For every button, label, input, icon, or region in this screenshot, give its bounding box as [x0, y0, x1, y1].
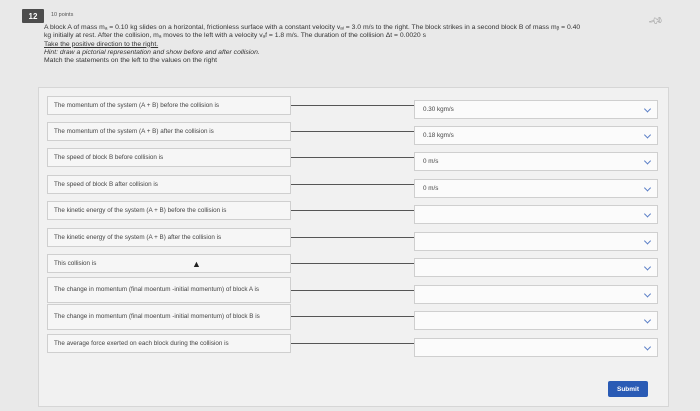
chevron-down-icon — [644, 290, 651, 297]
statement-1: The momentum of the system (A + B) before the collision is — [47, 96, 291, 115]
answer-select-4[interactable] — [414, 179, 658, 198]
chevron-down-icon — [644, 263, 651, 270]
connector-line — [291, 210, 415, 211]
hint-text: Hint: draw a pictorial representation and show before and after collision. — [44, 48, 260, 56]
statement-8: The change in momentum (final moentum -initial momentum) of block A is — [47, 277, 291, 303]
answer-value: 0.30 kgm/s — [423, 106, 454, 113]
connector-line — [291, 157, 415, 158]
connector-line — [291, 290, 415, 291]
answer-select-5[interactable] — [414, 205, 658, 224]
chevron-down-icon — [644, 316, 651, 323]
submit-button[interactable]: Submit — [608, 381, 648, 397]
chevron-down-icon — [644, 131, 651, 138]
prompt-line-2: kg initially at rest. After the collision, mₐ moves to the left with a velocity vₐf = 1.8 m/s. The duration of the collision Δt = 0.0020 s — [44, 32, 426, 40]
chevron-down-icon — [644, 237, 651, 244]
connector-line — [291, 105, 415, 106]
statement-4: The speed of block B after collision is — [47, 175, 291, 194]
mouse-cursor-icon: ▲ — [192, 259, 201, 269]
instruction-text: Match the statements on the left to the values on the right — [44, 57, 218, 65]
statement-2: The momentum of the system (A + B) after the collision is — [47, 122, 291, 141]
answer-value: 0.18 kgm/s — [423, 132, 454, 139]
statement-3: The speed of block B before collision is — [47, 148, 291, 167]
answer-select-7[interactable] — [414, 258, 658, 277]
connector-line — [291, 237, 415, 238]
points-label: 10 points — [51, 12, 74, 18]
question-prompt — [44, 24, 674, 65]
chevron-down-icon — [644, 157, 651, 164]
statement-5: The kinetic energy of the system (A + B) before the collision is — [47, 201, 291, 220]
direction-note: Take the positive direction to the right. — [44, 40, 159, 48]
chevron-down-icon — [644, 343, 651, 350]
statement-9: The change in momentum (final moentum -initial momentum) of block B is — [47, 304, 291, 330]
answer-select-10[interactable] — [414, 338, 658, 357]
answer-value: 0 m/s — [423, 158, 439, 165]
answer-value: 0 m/s — [423, 185, 439, 192]
prompt-line-1: A block A of mass mₐ = 0.10 kg slides on a horizontal, frictionless surface with a constant velocity vₐᵢ = 3.0 m/s to the right. The block strikes in a second block B of mass mᵦ = 0.40 — [44, 24, 581, 31]
statement-7: This collision is — [47, 254, 291, 273]
question-number: 12 — [22, 9, 44, 23]
answer-select-2[interactable] — [414, 126, 658, 145]
chevron-down-icon — [644, 210, 651, 217]
pin-icon[interactable]: 📌︎ — [646, 13, 664, 30]
statement-10: The average force exerted on each block during the collision is — [47, 334, 291, 353]
connector-line — [291, 184, 415, 185]
connector-line — [291, 316, 415, 317]
chevron-down-icon — [644, 105, 651, 112]
chevron-down-icon — [644, 184, 651, 191]
connector-line — [291, 263, 415, 264]
answer-select-3[interactable] — [414, 152, 658, 171]
connector-line — [291, 343, 415, 344]
statement-6: The kinetic energy of the system (A + B) after the collision is — [47, 228, 291, 247]
answer-select-8[interactable] — [414, 285, 658, 304]
answer-select-9[interactable] — [414, 311, 658, 330]
answer-select-6[interactable] — [414, 232, 658, 251]
connector-line — [291, 131, 415, 132]
answer-select-1[interactable] — [414, 100, 658, 119]
